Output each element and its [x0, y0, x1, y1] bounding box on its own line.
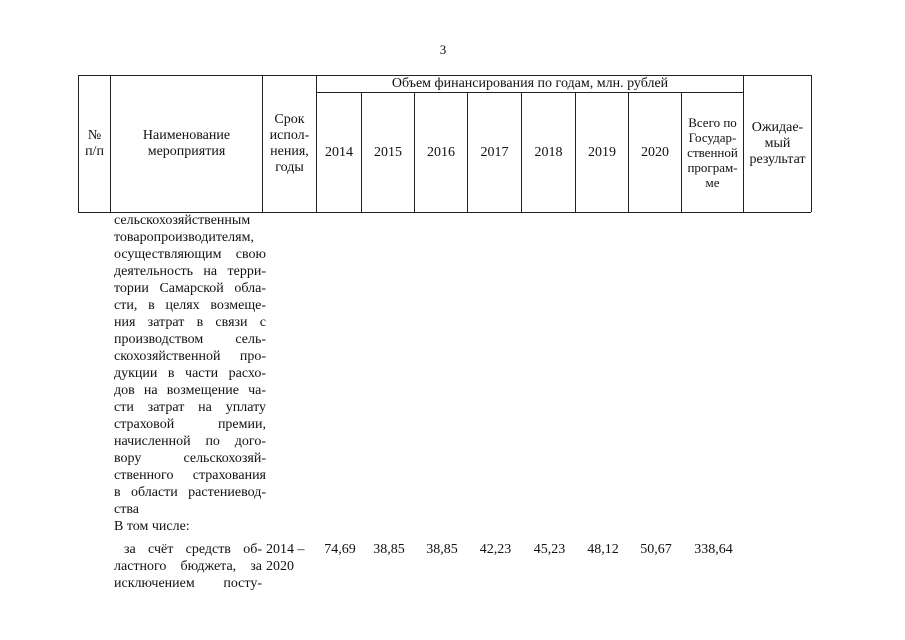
measure-line: страховой премии,: [114, 417, 266, 432]
header-result-line: результат: [749, 152, 806, 167]
measure-line: ния затрат в связи с: [114, 315, 266, 330]
row-value-2015: 38,85: [373, 542, 405, 557]
measure-line: деятельность на терри-: [114, 264, 266, 279]
header-year-label: 2017: [480, 144, 509, 160]
including-label: В том числе:: [114, 519, 190, 534]
header-year-label: 2016: [427, 144, 455, 160]
measure-line: дов на возмещение ча-: [114, 383, 266, 398]
measure-line: сельскохозяйственным: [114, 213, 251, 228]
header-year-2017: [468, 93, 521, 212]
row-value-2017: 42,23: [479, 542, 512, 557]
measure-line: скохозяйственной про-: [114, 349, 266, 364]
measure-description: [114, 212, 266, 518]
row-value-total: 338,64: [694, 542, 733, 557]
measure-line: товаропроизводителям,: [114, 230, 254, 245]
header-year-label: 2014: [325, 144, 353, 160]
header-name: [111, 76, 262, 212]
header-year-2015: [362, 93, 414, 212]
header-total-line: ме: [705, 175, 720, 190]
measure-line: дукции в части расхо-: [114, 366, 266, 381]
grid-v-12: [811, 75, 812, 212]
measure-line: в области растениевод-: [114, 485, 266, 500]
measure-line: вору сельскохозяй-: [114, 451, 266, 466]
measure-line: ства: [114, 502, 139, 517]
row-value-2020: 50,67: [640, 542, 672, 557]
header-result: [744, 76, 811, 212]
header-year-label: 2019: [588, 144, 616, 160]
header-name-line: Наименование: [142, 128, 231, 143]
header-year-label: 2020: [641, 144, 669, 160]
header-year-2018: [522, 93, 575, 212]
header-year-2016: [415, 93, 467, 212]
header-no-line: п/п: [85, 144, 104, 159]
measure-line: начисленной по дого-: [114, 434, 266, 449]
row-term: [266, 541, 314, 575]
header-name-line: мероприятия: [147, 144, 226, 159]
row-value-2018: 45,23: [533, 542, 566, 557]
header-total: [682, 93, 743, 212]
header-result-line: Ожидае-: [751, 120, 804, 135]
header-no: [79, 76, 110, 212]
row-value-2014: 74,69: [324, 542, 356, 557]
page-number: 3: [439, 42, 447, 57]
row-term-line: 2014 –: [266, 542, 305, 557]
header-term: [263, 76, 316, 212]
header-term-line: Срок: [274, 112, 305, 127]
row-value-2016: 38,85: [426, 542, 458, 557]
row-value-2019: 48,12: [587, 542, 619, 557]
measure-line: осуществляющим свою: [114, 247, 266, 262]
measure-line: тории Самарской обла-: [114, 281, 266, 296]
row-desc-line: ластного бюджета, за: [114, 559, 262, 574]
header-year-label: 2018: [534, 144, 563, 160]
header-term-line: годы: [275, 160, 304, 175]
header-no-line: №: [87, 128, 102, 143]
header-year-label: 2015: [374, 144, 402, 160]
header-total-line: Государ-: [688, 130, 737, 145]
header-result-line: мый: [764, 136, 791, 151]
header-year-2020: [629, 93, 681, 212]
header-funding-title: Объем финансирования по годам, млн. рублей: [391, 76, 669, 91]
header-year-2014: [317, 93, 361, 212]
measure-line: сти, в целях возмеще-: [114, 298, 266, 313]
row-term-line: 2020: [266, 559, 294, 574]
row-description: [114, 541, 262, 592]
header-total-line: ственной: [687, 145, 738, 160]
header-term-line: нения,: [270, 144, 309, 159]
measure-line: производством сель-: [114, 332, 266, 347]
header-year-2019: [576, 93, 628, 212]
header-term-line: испол-: [269, 128, 310, 143]
header-total-line: Всего по: [688, 115, 737, 130]
row-desc-line: за счёт средств об-: [124, 542, 262, 557]
row-desc-line: исключением посту-: [114, 576, 262, 591]
header-funding-group: [317, 76, 743, 92]
measure-line: сти затрат на уплату: [114, 400, 266, 415]
header-total-line: програм-: [687, 160, 738, 175]
measure-line: ственного страхования: [114, 468, 266, 483]
